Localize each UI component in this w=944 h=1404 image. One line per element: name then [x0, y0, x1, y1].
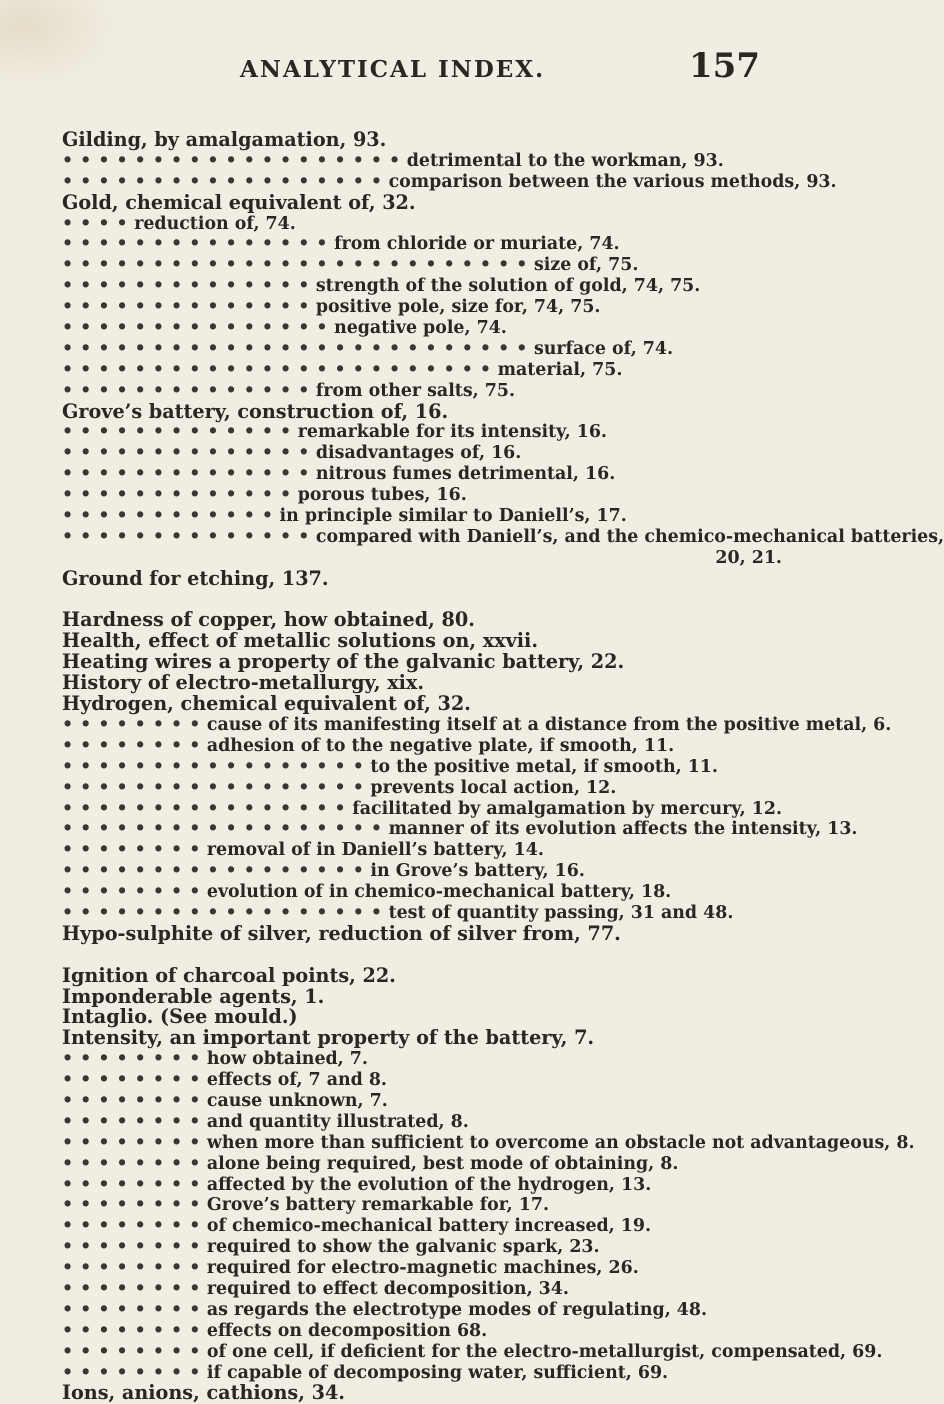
- index-entry: [62, 921, 782, 945]
- leader-dots: • • • • • • • • • • • • • •: [62, 380, 310, 401]
- leader-dots: • • • • • • • •: [62, 1237, 201, 1258]
- entry-text: of chemico-mechanical battery increased, 19.: [206, 1216, 652, 1237]
- index-subentry: [62, 1112, 782, 1133]
- entry-text: Heating wires a property of the galvanic battery, 22.: [62, 650, 625, 674]
- entry-text: in principle similar to Daniell’s, 17.: [279, 506, 627, 527]
- entry-text: reduction of, 74.: [134, 213, 296, 234]
- entry-text: remarkable for its intensity, 16.: [297, 422, 607, 443]
- leader-dots: • • • • • • • •: [62, 1049, 201, 1070]
- entry-text: Ions, anions, cathions, 34.: [62, 1381, 345, 1404]
- leader-dots: • • • • • • • •: [62, 1341, 201, 1362]
- torn-corner: [0, 0, 120, 90]
- running-header: [240, 46, 760, 86]
- entry-text: 20, 21.: [715, 547, 782, 568]
- index-subentry: [62, 234, 782, 255]
- index-subentry: [62, 882, 782, 903]
- index-entry: [62, 673, 782, 694]
- index-entry: [62, 130, 782, 151]
- entry-text: when more than sufficient to overcome an obstacle not advantageous, 8.: [206, 1132, 915, 1153]
- leader-dots: • • • • • • • •: [62, 1362, 201, 1383]
- index-entries: [62, 128, 944, 1404]
- index-subentry: [62, 1132, 915, 1154]
- leader-dots: • • • • • • • • • • • • • • • • • • • • • • • •: [62, 359, 492, 380]
- leader-dots: • • • • • • • • • • • • • •: [62, 526, 310, 547]
- entry-text: cause unknown, 7.: [206, 1090, 388, 1111]
- index-subentry: [62, 778, 782, 799]
- index-subentry: [62, 1363, 782, 1384]
- entry-text: detrimental to the workman, 93.: [406, 150, 724, 171]
- index-subentry: [62, 1049, 782, 1070]
- index-entry: [62, 963, 782, 987]
- index-entry: [62, 631, 782, 652]
- leader-dots: • • • • • • • • • • • • • • • • • •: [62, 902, 383, 923]
- index-subentry: [62, 1091, 782, 1112]
- leader-dots: • • • • • • • • • • • • •: [62, 485, 292, 506]
- index-subentry: [62, 1300, 782, 1321]
- leader-dots: • • • • • • • • • • • • • • • • • • •: [62, 150, 401, 171]
- entry-text: Ignition of charcoal points, 22.: [62, 963, 396, 987]
- entry-text: from other salts, 75.: [315, 380, 515, 401]
- section-gap: [62, 590, 782, 611]
- index-subentry: [62, 526, 944, 548]
- index-subentry: [62, 506, 782, 527]
- leader-dots: • • • • • • • •: [62, 1111, 201, 1132]
- index-entry: [62, 566, 782, 590]
- leader-dots: • • • • • • • • • • • • • • • • • • • • • • • • • •: [62, 338, 528, 359]
- index-subentry: [62, 1237, 782, 1258]
- index-entry: [62, 1383, 782, 1404]
- index-subentry: [62, 736, 782, 757]
- entry-text: compared with Daniell’s, and the chemico-mechanical batteries,: [315, 526, 944, 547]
- entry-text: Hardness of copper, how obtained, 80.: [62, 608, 475, 632]
- leader-dots: • • • • • • • • • • • • • •: [62, 276, 310, 297]
- section-gap: [62, 945, 782, 966]
- entry-text: positive pole, size for, 74, 75.: [315, 297, 601, 318]
- index-subentry: [62, 360, 782, 381]
- leader-dots: • • • • • • • • • • • • • •: [62, 464, 310, 485]
- leader-dots: • • • • • • • •: [62, 1153, 201, 1174]
- entry-text: comparison between the various methods, 93.: [388, 171, 837, 192]
- leader-dots: • • • • • • • •: [62, 840, 201, 861]
- entry-text: test of quantity passing, 31 and 48.: [388, 902, 734, 923]
- entry-text: material, 75.: [497, 359, 623, 380]
- entry-text: surface of, 74.: [533, 338, 674, 359]
- entry-text: as regards the electrotype modes of regulating, 48.: [206, 1299, 708, 1320]
- entry-text: removal of in Daniell’s battery, 14.: [206, 840, 544, 861]
- entry-text: Grove’s battery remarkable for, 17.: [206, 1195, 550, 1216]
- entry-text: Imponderable agents, 1.: [62, 984, 325, 1008]
- index-subentry: [62, 318, 782, 339]
- index-subentry: [62, 861, 782, 882]
- index-subentry: [62, 714, 892, 736]
- index-subentry: [62, 819, 858, 840]
- entry-text: strength of the solution of gold, 74, 75.: [315, 276, 701, 297]
- entry-text: of one cell, if deficient for the electro-metallurgist, compensated, 69.: [206, 1341, 883, 1362]
- leader-dots: • • • • • • • • • • • • • • • • • • • • • • • • • •: [62, 255, 528, 276]
- entry-text: adhesion of to the negative plate, if smooth, 11.: [206, 735, 675, 756]
- index-entry: [62, 1007, 782, 1028]
- entry-text: History of electro-metallurgy, xix.: [62, 671, 425, 695]
- leader-dots: • • • • • • • • • • • • •: [62, 422, 292, 443]
- index-subentry: [62, 757, 782, 778]
- leader-dots: • • • • • • • • • • • • • • • •: [62, 798, 347, 819]
- entry-text: Ground for etching, 137.: [62, 566, 329, 590]
- entry-text: alone being required, best mode of obtaining, 8.: [206, 1153, 679, 1174]
- index-subentry: [62, 1258, 782, 1279]
- entry-text: effects on decomposition 68.: [206, 1320, 488, 1341]
- entry-text: manner of its evolution affects the intensity, 13.: [388, 819, 858, 840]
- leader-dots: • • • • • • • • • • • • • • • • •: [62, 777, 365, 798]
- index-subentry: [62, 1154, 782, 1175]
- entry-text: Hydrogen, chemical equivalent of, 32.: [62, 692, 471, 716]
- leader-dots: • • • • • • • •: [62, 1174, 201, 1195]
- index-subentry: [62, 1175, 782, 1196]
- index-subentry: [62, 381, 782, 402]
- index-subentry: [62, 485, 782, 506]
- leader-dots: • • • • • • • •: [62, 1216, 201, 1237]
- entry-text: to the positive metal, if smooth, 11.: [370, 756, 718, 777]
- index-entry: [62, 984, 782, 1008]
- entry-text: negative pole, 74.: [334, 318, 507, 339]
- leader-dots: • • • • • • • • • • • •: [62, 506, 274, 527]
- entry-text: cause of its manifesting itself at a distance from the positive metal, 6.: [206, 714, 892, 735]
- index-subentry: [62, 464, 782, 485]
- entry-text: in Grove’s battery, 16.: [370, 861, 585, 882]
- leader-dots: • • • • • • • • • • • • • • • • • •: [62, 819, 383, 840]
- index-subentry: [62, 255, 782, 276]
- entry-text: from chloride or muriate, 74.: [334, 234, 620, 255]
- entry-text: Intensity, an important property of the battery, 7.: [62, 1026, 595, 1050]
- entry-text: Hypo-sulphite of silver, reduction of silver from, 77.: [62, 921, 621, 945]
- index-entry: [62, 652, 782, 673]
- index-entry-continuation: [62, 548, 782, 569]
- leader-dots: • • • • • • • •: [62, 1299, 201, 1320]
- index-subentry: [62, 297, 782, 318]
- entry-text: required to effect decomposition, 34.: [206, 1278, 569, 1299]
- index-subentry: [62, 799, 782, 820]
- entry-text: size of, 75.: [533, 255, 639, 276]
- index-subentry: [62, 276, 782, 297]
- entry-text: facilitated by amalgamation by mercury, 12.: [352, 798, 783, 819]
- index-subentry: [62, 151, 782, 172]
- entry-text: nitrous fumes detrimental, 16.: [315, 464, 616, 485]
- index-subentry: [62, 422, 782, 443]
- leader-dots: • • • •: [62, 213, 129, 234]
- leader-dots: • • • • • • • • • • • • • •: [62, 443, 310, 464]
- leader-dots: • • • • • • • •: [62, 714, 201, 735]
- leader-dots: • • • • • • • • • • • • • • • • •: [62, 756, 365, 777]
- entry-text: Intaglio. (See mould.): [62, 1005, 298, 1029]
- index-entry: [62, 399, 782, 423]
- entry-text: how obtained, 7.: [206, 1049, 368, 1070]
- entry-text: and quantity illustrated, 8.: [206, 1111, 469, 1132]
- leader-dots: • • • • • • • •: [62, 1070, 201, 1091]
- index-subentry: [62, 1070, 782, 1091]
- entry-text: affected by the evolution of the hydrogen, 13.: [206, 1174, 652, 1195]
- index-entry: [62, 1028, 782, 1049]
- index-subentry: [62, 339, 782, 360]
- index-subentry: [62, 1279, 782, 1300]
- index-subentry: [62, 171, 837, 193]
- entry-text: Health, effect of metallic solutions on, xxvii.: [62, 629, 539, 653]
- leader-dots: • • • • • • • •: [62, 1320, 201, 1341]
- header-title: ANALYTICAL INDEX.: [240, 56, 546, 83]
- entry-text: Gilding, by amalgamation, 93.: [62, 128, 387, 151]
- index-entry: [62, 610, 782, 631]
- leader-dots: • • • • • • • •: [62, 1258, 201, 1279]
- index-subentry: [62, 1195, 782, 1216]
- index-subentry: [62, 1341, 883, 1363]
- entry-text: Gold, chemical equivalent of, 32.: [62, 190, 416, 214]
- entry-text: prevents local action, 12.: [370, 777, 617, 798]
- leader-dots: • • • • • • • • • • • • • • • • • •: [62, 171, 383, 192]
- leader-dots: • • • • • • • • • • • • • • •: [62, 318, 328, 339]
- index-subentry: [62, 1216, 782, 1237]
- entry-text: Grove’s battery, construction of, 16.: [62, 399, 449, 423]
- leader-dots: • • • • • • • •: [62, 1278, 201, 1299]
- entry-text: disadvantages of, 16.: [315, 443, 522, 464]
- index-subentry: [62, 1321, 782, 1342]
- index-entry: [62, 190, 782, 214]
- entry-text: if capable of decomposing water, sufficient, 69.: [206, 1362, 669, 1383]
- entry-text: effects of, 7 and 8.: [206, 1070, 387, 1091]
- page-number: 157: [689, 46, 760, 86]
- leader-dots: • • • • • • • •: [62, 1195, 201, 1216]
- index-entry: [62, 694, 782, 715]
- index-subentry: [62, 903, 782, 924]
- leader-dots: • • • • • • • • • • • • • •: [62, 297, 310, 318]
- entry-text: porous tubes, 16.: [297, 485, 467, 506]
- leader-dots: • • • • • • • •: [62, 1132, 201, 1153]
- leader-dots: • • • • • • • •: [62, 882, 201, 903]
- leader-dots: • • • • • • • • • • • • • • •: [62, 234, 328, 255]
- leader-dots: • • • • • • • • • • • • • • • • •: [62, 861, 365, 882]
- leader-dots: • • • • • • • •: [62, 735, 201, 756]
- entry-text: required for electro-magnetic machines, 26.: [206, 1258, 639, 1279]
- index-subentry: [62, 443, 782, 464]
- entry-text: required to show the galvanic spark, 23.: [206, 1237, 600, 1258]
- entry-text: evolution of in chemico-mechanical battery, 18.: [206, 882, 672, 903]
- index-subentry: [62, 840, 782, 861]
- index-subentry: [62, 214, 782, 235]
- leader-dots: • • • • • • • •: [62, 1090, 201, 1111]
